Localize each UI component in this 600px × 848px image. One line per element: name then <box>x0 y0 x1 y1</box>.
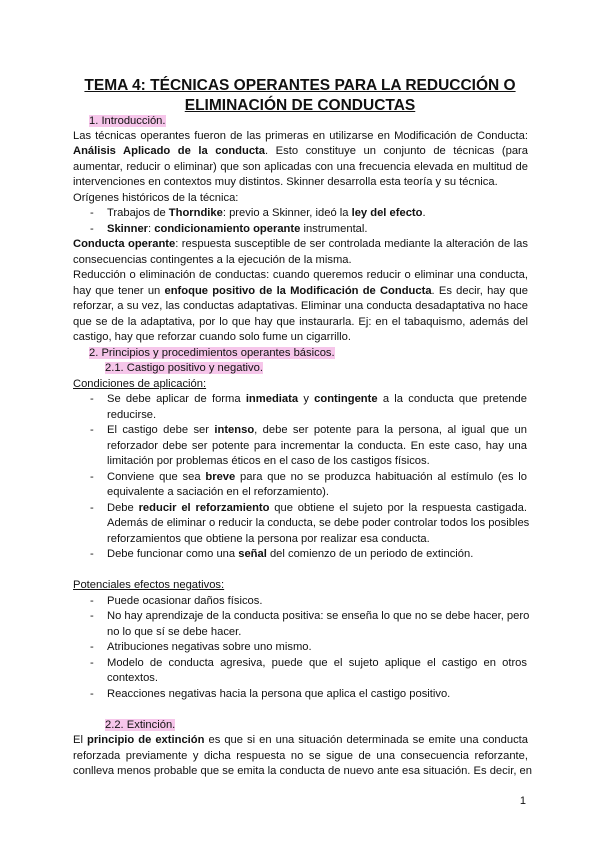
dash-marker: - <box>90 657 94 669</box>
condition-4-line-2: Además de eliminar o reducir la conducta, se debe poder controlar todos los posibles <box>107 517 530 529</box>
dash-marker: - <box>90 548 94 560</box>
dash-marker: - <box>90 610 94 622</box>
dash-marker: - <box>90 393 94 405</box>
dash-marker: - <box>90 471 94 483</box>
condition-1-line-2: reducirse. <box>107 409 157 421</box>
subsection-2-1-heading: 2.1. Castigo positivo y negativo. <box>105 362 263 374</box>
effect-5: Reacciones negativas hacia la persona que aplica el castigo positivo. <box>107 688 451 700</box>
dash-marker: - <box>90 424 94 436</box>
intro-line-3: aumentar, reducir o eliminar) que son aplicadas con una frecuencia elevada en multitud de <box>73 161 528 173</box>
intro-line-4: intervenciones en contextos muy distintos. Skinner desarrolla esta teoría y su técnica. <box>73 176 498 188</box>
dash-marker: - <box>90 595 94 607</box>
document-title-line-1: TEMA 4: TÉCNICAS OPERANTES PARA LA REDUCCIÓN O <box>84 77 516 94</box>
reduction-line-2: hay que tener un enfoque positivo de la Modificación de Conducta. Es decir, hay que <box>73 285 528 297</box>
origins-item-thorndike: Trabajos de Thorndike: previo a Skinner, ideó la ley del efecto. <box>107 207 426 219</box>
condition-4-line-3: reforzamientos que obtiene la persona por realizar esa conducta. <box>107 533 430 545</box>
dash-marker: - <box>90 207 94 219</box>
condition-3-line-1: Conviene que sea breve para que no se produzca habituación al estímulo (es lo <box>107 471 528 483</box>
section-1-heading: 1. Introducción. <box>89 115 166 127</box>
intro-line-2: Análisis Aplicado de la conducta. Esto constituye un conjunto de técnicas (para <box>73 145 529 157</box>
origins-item-skinner: Skinner: condicionamiento operante instrumental. <box>107 223 368 235</box>
negative-effects-label: Potenciales efectos negativos: <box>73 579 225 591</box>
condition-2-line-3: limitación por problemas éticos en el caso de los castigos físicos. <box>107 455 430 467</box>
reduction-line-1: Reducción o eliminación de conductas: cuando queremos reducir o eliminar una conducta, <box>73 269 528 281</box>
reduction-line-4: que se de la adaptativa, por lo que hay que instaurarla. Ej: en el tabaquismo, además del <box>73 316 528 328</box>
condition-2-line-2: reforzador debe ser potente para incrementar la conducta. En este caso, hay una <box>107 440 527 452</box>
document-title-line-2: ELIMINACIÓN DE CONDUCTAS <box>184 97 416 114</box>
extinction-line-2: reforzada previamente y dicha respuesta no se sigue de una consecuencia reforzante, <box>73 750 528 762</box>
effect-2-line-2: no lo que sí se debe hacer. <box>107 626 242 638</box>
condition-5-line-1: Debe funcionar como una señal del comienzo de un periodo de extinción. <box>107 548 474 560</box>
condition-4-line-1: Debe reducir el reforzamiento que obtiene el sujeto por la respuesta castigada. <box>107 502 527 514</box>
extinction-line-1: El principio de extinción es que si en una situación determinada se emite una conducta <box>73 734 529 746</box>
condition-3-line-2: equivalente a saciación en el reforzamiento). <box>107 486 330 498</box>
dash-marker: - <box>90 502 94 514</box>
dash-marker: - <box>90 641 94 653</box>
extinction-line-3: conlleva menos probable que se emita la conducta de nuevo ante esa situación. Es decir, en <box>73 765 532 777</box>
section-2-heading: 2. Principios y procedimientos operantes básicos. <box>89 347 335 359</box>
condition-1-line-1: Se debe aplicar de forma inmediata y contingente a la conducta que pretende <box>107 393 527 405</box>
effect-2-line-1: No hay aprendizaje de la conducta positiva: se enseña lo que no se debe hacer, pero <box>107 610 530 622</box>
origins-label: Orígenes históricos de la técnica: <box>73 192 239 204</box>
reduction-line-3: reforzar, a su vez, las conductas adaptativas. Eliminar una conducta desadaptativa no hace <box>73 300 528 312</box>
effect-3: Atribuciones negativas sobre uno mismo. <box>107 641 312 653</box>
dash-marker: - <box>90 688 94 700</box>
effect-1: Puede ocasionar daños físicos. <box>107 595 263 607</box>
effect-4-line-2: contextos. <box>107 672 158 684</box>
operant-def-line-1: Conducta operante: respuesta susceptible de ser controlada mediante la alteración de las <box>73 238 528 250</box>
reduction-line-5: castigo, hay que reforzar cuando solo fume un cigarrillo. <box>73 331 351 343</box>
intro-line-1: Las técnicas operantes fueron de las primeras en utilizarse en Modificación de Conducta: <box>73 130 528 142</box>
effect-4-line-1: Modelo de conducta agresiva, puede que el sujeto aplique el castigo en otros <box>107 657 527 669</box>
page-number: 1 <box>519 795 526 807</box>
condition-2-line-1: El castigo debe ser intenso, debe ser potente para la persona, al igual que un <box>107 424 527 436</box>
dash-marker: - <box>90 223 94 235</box>
operant-def-line-2: consecuencias contingentes a la ejecución de la misma. <box>73 254 352 266</box>
subsection-2-2-heading: 2.2. Extinción. <box>105 719 176 731</box>
conditions-label: Condiciones de aplicación: <box>73 378 207 390</box>
